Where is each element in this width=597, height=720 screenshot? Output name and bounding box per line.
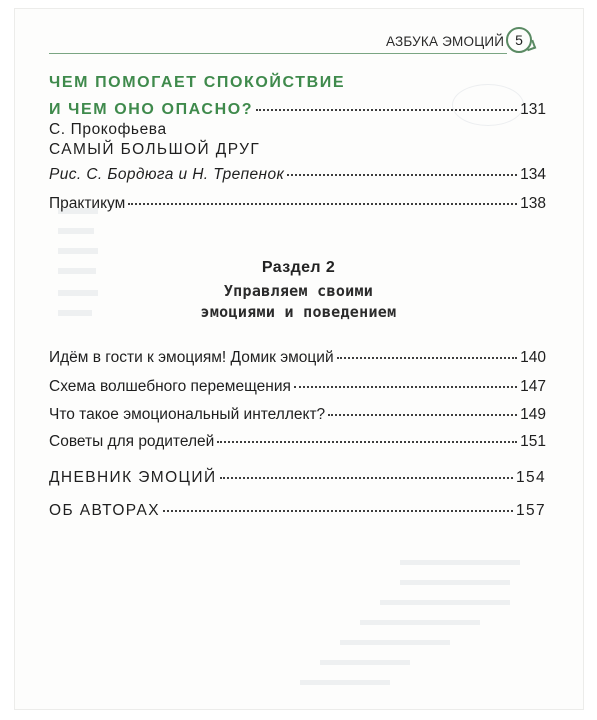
page-number-badge bbox=[506, 27, 532, 53]
chapter-title-line1: ЧЕМ ПОМОГАЕТ СПОКОЙСТВИЕ bbox=[49, 74, 346, 91]
story-author: С. Прокофьева bbox=[49, 121, 167, 138]
toc-row-story[interactable] bbox=[49, 161, 546, 184]
page-ref: 147 bbox=[520, 377, 546, 395]
toc-row-entry[interactable] bbox=[49, 497, 546, 520]
page-ref: 138 bbox=[520, 194, 546, 212]
page-ref: 151 bbox=[520, 432, 546, 450]
toc-row-entry[interactable] bbox=[49, 373, 546, 396]
entry-label: ДНЕВНИК ЭМОЦИЙ bbox=[49, 468, 217, 486]
toc-row-entry[interactable] bbox=[49, 344, 546, 367]
entry-label: Схема волшебного перемещения bbox=[49, 377, 291, 395]
section-title-line2: эмоциями и поведением bbox=[200, 303, 397, 321]
practicum-label: Практикум bbox=[49, 194, 126, 212]
entry-label: Советы для родителей bbox=[49, 432, 215, 450]
running-header-title: АЗБУКА ЭМОЦИЙ bbox=[386, 34, 505, 49]
page-ref: 149 bbox=[520, 405, 546, 423]
leader-dots bbox=[328, 398, 517, 416]
page-ref: 154 bbox=[515, 468, 546, 486]
leader-dots bbox=[287, 158, 517, 176]
toc-row-entry[interactable] bbox=[49, 428, 546, 451]
story-title: САМЫЙ БОЛЬШОЙ ДРУГ bbox=[49, 141, 261, 158]
story-illustrators: Рис. С. Бордюга и Н. Трепенок bbox=[49, 165, 285, 183]
toc-row-entry[interactable] bbox=[49, 401, 546, 424]
toc-row-entry[interactable] bbox=[49, 464, 546, 487]
page-ref: 134 bbox=[520, 165, 546, 183]
page-ref: 140 bbox=[520, 348, 546, 366]
leader-dots bbox=[128, 187, 517, 205]
page-ref: 131 bbox=[520, 100, 546, 118]
page-ref: 157 bbox=[515, 501, 546, 519]
chapter-title-line2: И ЧЕМ ОНО ОПАСНО? bbox=[49, 100, 254, 118]
leader-dots bbox=[220, 461, 513, 479]
entry-label: ОБ АВТОРАХ bbox=[49, 501, 160, 519]
leader-dots bbox=[217, 425, 517, 443]
toc-row-chapter[interactable] bbox=[49, 96, 546, 119]
entry-label: Идём в гости к эмоциям! Домик эмоций bbox=[49, 348, 334, 366]
leader-dots bbox=[256, 93, 517, 111]
leader-dots bbox=[337, 341, 518, 359]
leader-dots bbox=[294, 370, 517, 388]
leader-dots bbox=[163, 494, 513, 512]
page-number: 5 bbox=[515, 32, 523, 48]
header-divider bbox=[49, 53, 507, 54]
section-title-line1: Управляем своими bbox=[223, 282, 374, 300]
toc-row-practicum[interactable] bbox=[49, 190, 546, 213]
entry-label: Что такое эмоциональный интеллект? bbox=[49, 405, 326, 423]
section-number: Раздел 2 bbox=[261, 259, 336, 276]
